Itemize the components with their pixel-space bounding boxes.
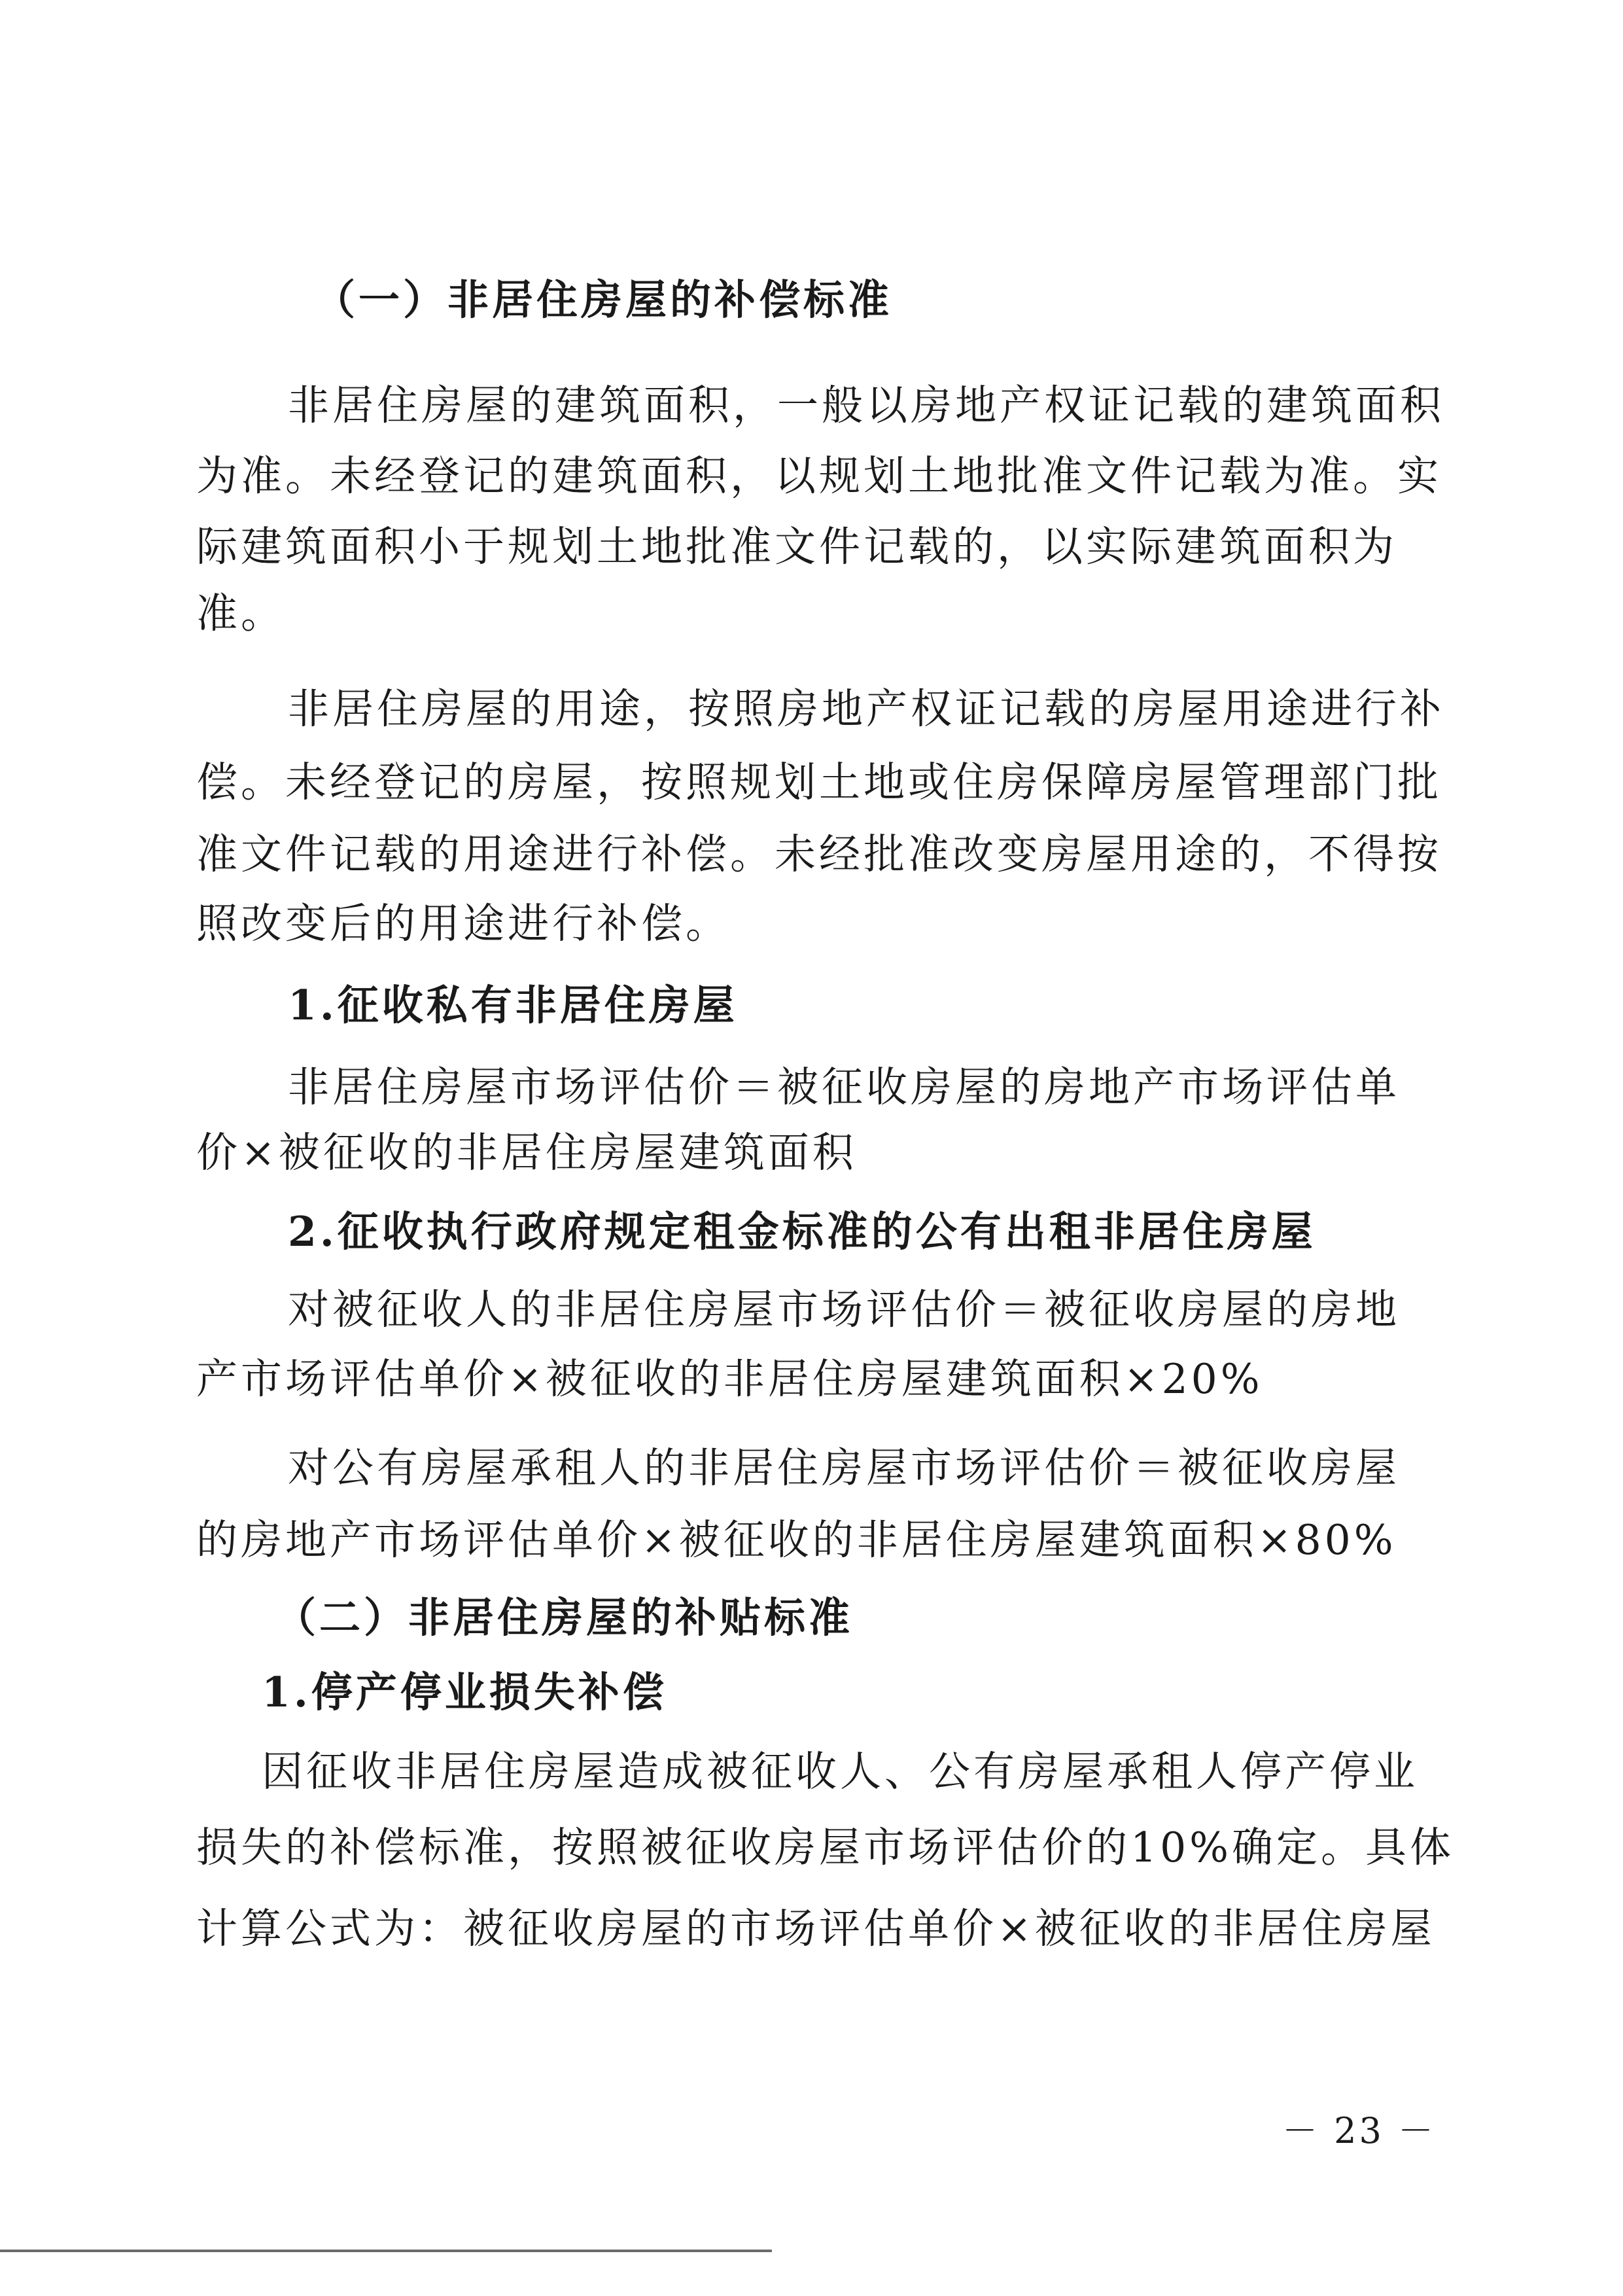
paragraph-line: 为准。未经登记的建筑面积，以规划土地批准文件记载为准。实 bbox=[196, 452, 1442, 500]
subheading-public-rental: 2.征收执行政府规定租金标准的公有出租非居住房屋 bbox=[288, 1207, 1316, 1256]
formula-line: 的房地产市场评估单价×被征收的非居住房屋建筑面积×80% bbox=[196, 1516, 1397, 1564]
subheading-business-loss: 1.停产停业损失补偿 bbox=[262, 1668, 667, 1716]
paragraph-line: 非居住房屋的用途，按照房地产权证记载的房屋用途进行补 bbox=[288, 685, 1444, 733]
paragraph-line: 照改变后的用途进行补偿。 bbox=[196, 900, 730, 947]
formula-line: 非居住房屋市场评估价＝被征收房屋的房地产市场评估单 bbox=[288, 1063, 1400, 1111]
paragraph-line: 非居住房屋的建筑面积，一般以房地产权证记载的建筑面积 bbox=[288, 381, 1444, 429]
paragraph-line: 际建筑面积小于规划土地批准文件记载的，以实际建筑面积为 bbox=[196, 523, 1397, 571]
page-number: － 23 － bbox=[1282, 2110, 1437, 2151]
section-heading-compensation: （一）非居住房屋的补偿标准 bbox=[314, 275, 892, 324]
paragraph-line: 损失的补偿标准，按照被征收房屋市场评估价的10%确定。具体 bbox=[196, 1824, 1455, 1871]
paragraph-line: 因征收非居住房屋造成被征收人、公有房屋承租人停产停业 bbox=[262, 1748, 1418, 1795]
formula-line: 产市场评估单价×被征收的非居住房屋建筑面积×20% bbox=[196, 1355, 1263, 1403]
formula-line: 价×被征收的非居住房屋建筑面积 bbox=[196, 1129, 857, 1176]
section-heading-subsidy: （二）非居住房屋的补贴标准 bbox=[275, 1593, 853, 1642]
paragraph-line: 计算公式为：被征收房屋的市场评估单价×被征收的非居住房屋 bbox=[196, 1905, 1435, 1952]
formula-line: 对公有房屋承租人的非居住房屋市场评估价＝被征收房屋 bbox=[288, 1444, 1400, 1492]
subheading-private: 1.征收私有非居住房屋 bbox=[288, 981, 738, 1029]
paragraph-line: 偿。未经登记的房屋，按照规划土地或住房保障房屋管理部门批 bbox=[196, 758, 1442, 806]
paragraph-line: 准文件记载的用途进行补偿。未经批准改变房屋用途的，不得按 bbox=[196, 830, 1442, 878]
paragraph-line: 准。 bbox=[196, 590, 285, 637]
formula-line: 对被征收人的非居住房屋市场评估价＝被征收房屋的房地 bbox=[288, 1286, 1400, 1333]
bottom-divider bbox=[0, 2250, 772, 2252]
